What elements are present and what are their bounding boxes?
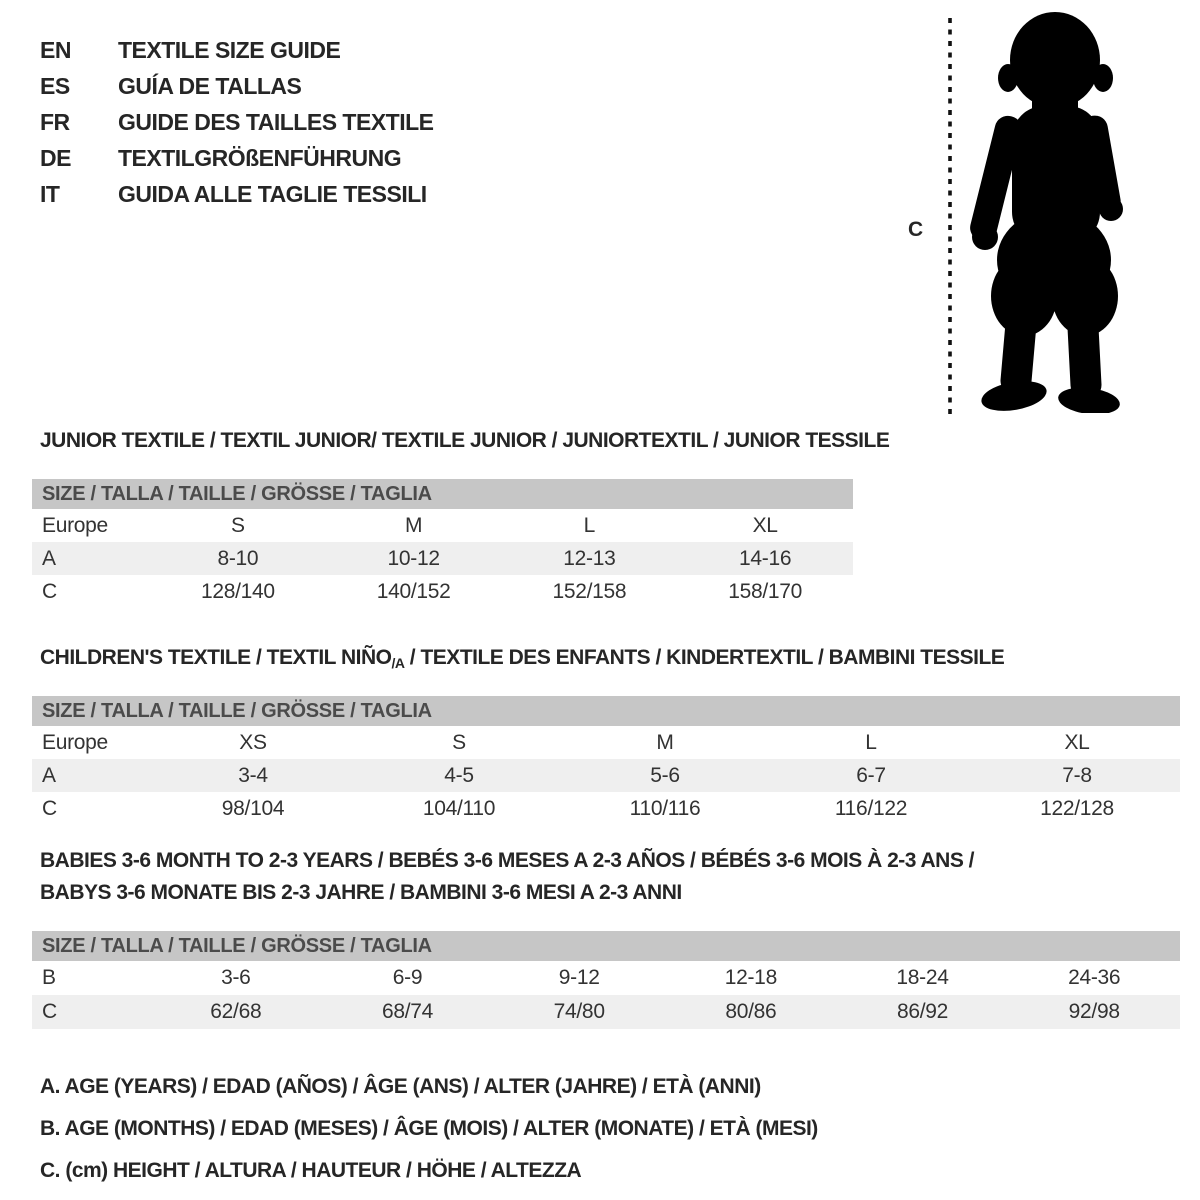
- size-cell: S: [231, 513, 245, 537]
- table-row: [32, 509, 853, 542]
- legend-line-b: B. AGE (MONTHS) / EDAD (MESES) / ÂGE (MOIS) / ALTER (MONATE) / ETÀ (MESI): [40, 1117, 818, 1140]
- guide-title: GUÍA DE TALLAS: [118, 72, 302, 99]
- age-cell: 24-36: [1068, 966, 1121, 989]
- height-cell: 128/140: [200, 579, 275, 603]
- toddler-silhouette-icon: [962, 8, 1140, 413]
- language-row: [40, 140, 434, 176]
- children-textile-section: [0, 645, 1200, 825]
- height-cell: 140/152: [376, 579, 451, 603]
- legend-line-a: A. AGE (YEARS) / EDAD (AÑOS) / ÂGE (ANS) / ALTER (JAHRE) / ETÀ (ANNI): [40, 1075, 761, 1098]
- size-header-bar: SIZE / TALLA / TAILLE / GRÖSSE / TAGLIA: [32, 479, 853, 509]
- size-cell: M: [656, 730, 674, 754]
- language-code: FR: [40, 108, 70, 135]
- table-row: [32, 759, 1180, 792]
- age-cell: 12-18: [724, 966, 777, 989]
- age-cell: 5-6: [650, 763, 680, 787]
- size-cell: XL: [1064, 730, 1090, 754]
- row-label: Europe: [42, 730, 108, 754]
- children-title-suffix: / TEXTILE DES ENFANTS / KINDERTEXTIL / BAMBINI TESSILE: [404, 646, 1005, 669]
- language-code: EN: [40, 36, 71, 63]
- size-cell: L: [583, 513, 596, 537]
- language-row: [40, 104, 434, 140]
- table-row: [32, 792, 1180, 825]
- age-cell: 8-10: [217, 546, 259, 570]
- row-label: Europe: [42, 513, 108, 537]
- height-cell: 104/110: [422, 796, 496, 820]
- age-cell: 10-12: [387, 546, 440, 570]
- table-row: [32, 575, 853, 608]
- height-cell: 98/104: [221, 796, 285, 820]
- height-cell: 68/74: [381, 1000, 434, 1023]
- row-label: C: [42, 579, 57, 603]
- guide-title: TEXTILE SIZE GUIDE: [118, 36, 341, 63]
- babies-title-line2: BABYS 3-6 MONATE BIS 2-3 JAHRE / BAMBINI 3-6 MESI A 2-3 ANNI: [40, 881, 682, 904]
- age-cell: 6-7: [856, 763, 886, 787]
- guide-title: TEXTILGRÖßENFÜHRUNG: [118, 144, 402, 171]
- table-row: [32, 542, 853, 575]
- legend: [40, 1066, 818, 1192]
- table-row: [32, 961, 1180, 995]
- legend-line-c: C. (cm) HEIGHT / ALTURA / HAUTEUR / HÖHE / ALTEZZA: [40, 1159, 582, 1182]
- height-cell: 122/128: [1040, 796, 1114, 820]
- row-label: B: [42, 966, 56, 989]
- language-code: IT: [40, 180, 60, 207]
- babies-section-title: [40, 845, 1200, 909]
- children-title-subscript: /A: [391, 655, 405, 671]
- size-cell: M: [405, 513, 423, 537]
- size-header-bar: SIZE / TALLA / TAILLE / GRÖSSE / TAGLIA: [32, 931, 1180, 961]
- measurement-figure: [900, 8, 1180, 420]
- language-code: DE: [40, 144, 71, 171]
- row-label: C: [42, 796, 57, 820]
- language-row: [40, 32, 434, 68]
- language-code: ES: [40, 72, 70, 99]
- language-row: [40, 176, 434, 212]
- children-title-prefix: CHILDREN'S TEXTILE / TEXTIL NIÑO: [40, 646, 392, 669]
- age-cell: 3-6: [221, 966, 251, 989]
- height-cell: 80/86: [725, 1000, 777, 1023]
- row-label: C: [42, 1000, 57, 1023]
- babies-title-line1: BABIES 3-6 MONTH TO 2-3 YEARS / BEBÉS 3-6 MESES A 2-3 AÑOS / BÉBÉS 3-6 MOIS À 2-3 ANS /: [40, 849, 975, 872]
- guide-title: GUIDA ALLE TAGLIE TESSILI: [118, 180, 427, 207]
- age-cell: 9-12: [558, 966, 600, 989]
- height-cell: 92/98: [1068, 1000, 1120, 1023]
- age-cell: 14-16: [739, 546, 792, 570]
- babies-textile-section: [0, 845, 1200, 1029]
- size-header-bar: SIZE / TALLA / TAILLE / GRÖSSE / TAGLIA: [32, 696, 1180, 726]
- table-row: [32, 726, 1180, 759]
- height-cell: 74/80: [553, 1000, 605, 1023]
- height-cell: 86/92: [896, 1000, 949, 1023]
- height-cell: 116/122: [834, 796, 908, 820]
- height-cell: 152/158: [552, 579, 627, 603]
- height-cell: 62/68: [210, 1000, 262, 1023]
- row-label: A: [42, 763, 56, 787]
- junior-textile-section: [0, 428, 1200, 608]
- size-cell: XS: [239, 730, 267, 754]
- age-cell: 7-8: [1062, 763, 1092, 787]
- height-cell: 158/170: [728, 579, 803, 603]
- height-dashed-line: [946, 16, 954, 418]
- guide-title: GUIDE DES TAILLES TEXTILE: [118, 108, 434, 135]
- language-title-list: [40, 32, 434, 212]
- age-cell: 12-13: [563, 546, 616, 570]
- age-cell: 4-5: [444, 763, 474, 787]
- size-cell: S: [452, 730, 466, 754]
- height-marker-label: C: [908, 218, 924, 241]
- children-section-title: [40, 645, 1200, 676]
- row-label: A: [42, 546, 56, 570]
- junior-section-title: JUNIOR TEXTILE / TEXTIL JUNIOR/ TEXTILE JUNIOR / JUNIORTEXTIL / JUNIOR TESSILE: [40, 429, 890, 452]
- table-row: [32, 995, 1180, 1029]
- size-cell: L: [865, 730, 877, 754]
- age-cell: 6-9: [392, 966, 423, 989]
- language-row: [40, 68, 434, 104]
- size-cell: XL: [752, 513, 778, 537]
- age-cell: 18-24: [896, 966, 949, 989]
- age-cell: 3-4: [238, 763, 268, 787]
- height-cell: 110/116: [629, 796, 701, 820]
